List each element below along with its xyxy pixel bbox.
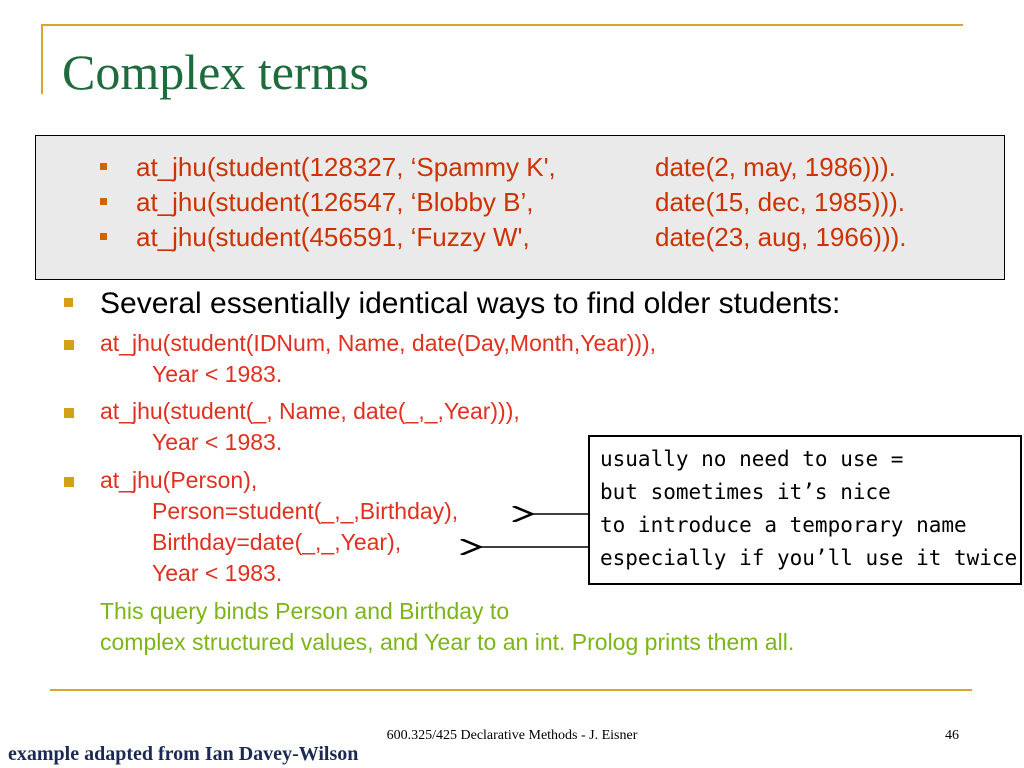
accent-rule-vertical [41, 24, 43, 94]
fact-left: at_jhu(student(126547, ‘Blobby B’, [136, 187, 534, 217]
bullet-square-icon [100, 233, 107, 240]
query-line: Birthday=date(_,_,Year), [152, 529, 402, 555]
query-line: Year < 1983. [152, 429, 283, 455]
slide-footer: 600.325/425 Declarative Methods - J. Eisner [386, 728, 638, 743]
query-line: Year < 1983. [152, 560, 283, 586]
bullet-square-icon [100, 198, 107, 205]
callout-line: but sometimes it’s nice [600, 480, 891, 504]
main-bullet-text: Several essentially identical ways to find older students: [100, 287, 841, 320]
bullet-square-icon [64, 298, 73, 307]
bullet-square-icon [64, 408, 74, 418]
explanation-note [100, 596, 794, 658]
query-line: Year < 1983. [152, 361, 283, 387]
credit-text: example adapted from Ian Davey-Wilson [8, 743, 359, 765]
facts-box [35, 135, 1005, 280]
callout-line: usually no need to use = [600, 447, 904, 471]
callout-line: to introduce a temporary name [600, 513, 967, 537]
query-line: at_jhu(student(_, Name, date(_,_,Year))), [100, 398, 520, 424]
fact-left: at_jhu(student(128327, ‘Spammy K', [136, 152, 556, 182]
page-number: 46 [945, 728, 959, 743]
slide-title: Complex terms [62, 44, 369, 100]
callout-line: especially if you’ll use it twice [600, 546, 1018, 570]
fact-right: date(2, may, 1986))). [655, 152, 896, 182]
bullet-square-icon [64, 340, 74, 350]
fact-left: at_jhu(student(456591, ‘Fuzzy W', [136, 222, 530, 252]
accent-rule-bottom [50, 689, 972, 691]
bullet-square-icon [100, 163, 107, 170]
callout-box [588, 435, 1022, 585]
query-line: at_jhu(Person), [100, 467, 258, 493]
bullet-square-icon [64, 477, 74, 487]
fact-right: date(15, dec, 1985))). [655, 187, 906, 217]
query-line: Person=student(_,_,Birthday), [152, 498, 459, 524]
query-line: at_jhu(student(IDNum, Name, date(Day,Month,Year))), [100, 330, 657, 356]
note-line: complex structured values, and Year to an int. Prolog prints them all. [100, 629, 795, 655]
fact-right: date(23, aug, 1966))). [655, 222, 907, 252]
accent-rule-top [41, 24, 963, 26]
note-line: This query binds Person and Birthday to [100, 598, 510, 624]
